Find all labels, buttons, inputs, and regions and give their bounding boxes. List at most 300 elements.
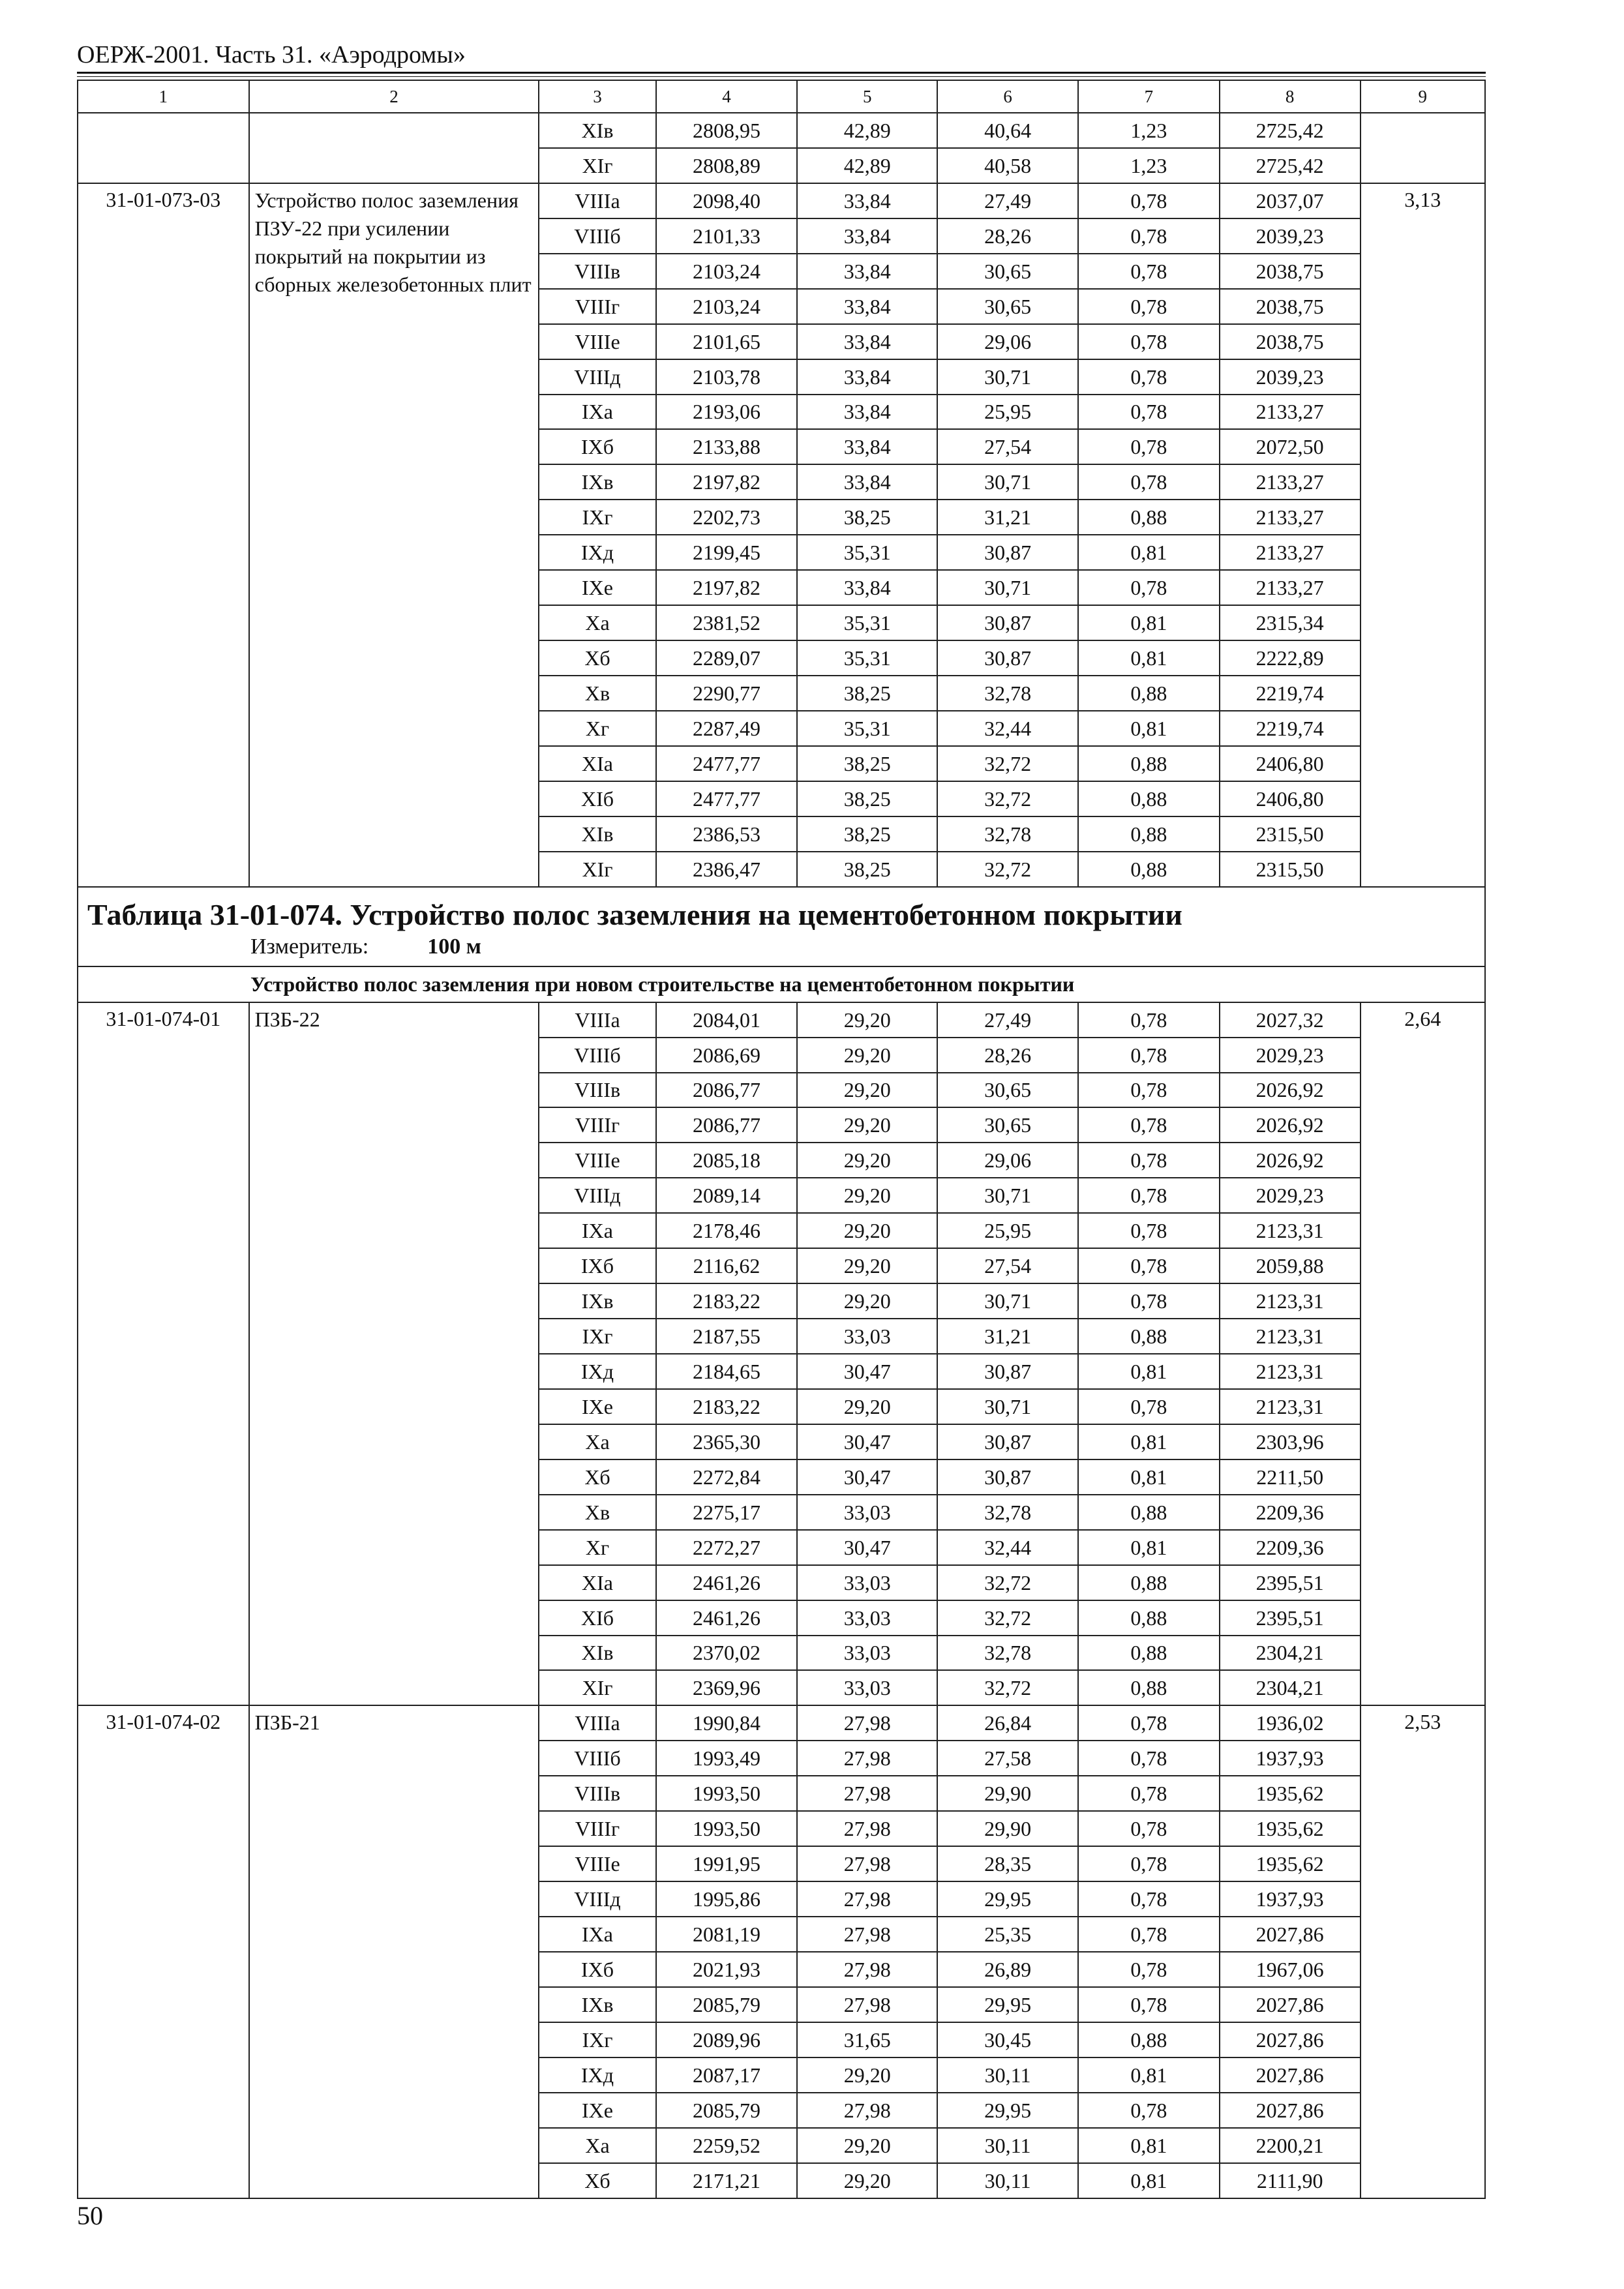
cost-value: 2089,14 [656, 1178, 798, 1213]
cost-value: 31,21 [937, 500, 1078, 535]
cost-value: 0,78 [1078, 1846, 1220, 1881]
cost-value: 32,72 [937, 1565, 1078, 1600]
cost-value: 2211,50 [1220, 1459, 1361, 1495]
cost-value: 32,44 [937, 711, 1078, 746]
cost-value: 30,87 [937, 605, 1078, 640]
cost-value: 2171,21 [656, 2163, 798, 2198]
climate-zone: Xг [539, 711, 655, 746]
column-number: 4 [656, 80, 798, 113]
cost-value: 0,88 [1078, 852, 1220, 887]
climate-zone: VIIIг [539, 1107, 655, 1143]
cost-value: 29,20 [797, 1107, 937, 1143]
cost-value: 30,65 [937, 254, 1078, 289]
cost-value: 29,20 [797, 1389, 937, 1424]
climate-zone: VIIIе [539, 1143, 655, 1178]
cost-value: 2038,75 [1220, 324, 1361, 359]
cost-value: 1935,62 [1220, 1776, 1361, 1811]
cost-value: 32,78 [937, 1495, 1078, 1530]
cost-value: 2085,79 [656, 1987, 798, 2022]
cost-value: 33,84 [797, 570, 937, 605]
cost-value: 29,20 [797, 2128, 937, 2163]
cost-value: 30,71 [937, 359, 1078, 395]
cost-value: 2365,30 [656, 1424, 798, 1459]
climate-zone: IXд [539, 2057, 655, 2093]
cost-value: 2219,74 [1220, 711, 1361, 746]
cost-value: 40,58 [937, 148, 1078, 183]
cost-value: 0,78 [1078, 1987, 1220, 2022]
climate-zone: IXб [539, 1952, 655, 1987]
climate-zone: Xб [539, 640, 655, 676]
cost-value: 2808,95 [656, 113, 798, 148]
cost-value: 29,20 [797, 1213, 937, 1248]
rate-code: 31-01-073-03 [78, 183, 249, 887]
cost-value: 2103,24 [656, 289, 798, 324]
cost-value: 2098,40 [656, 183, 798, 218]
cost-value: 2290,77 [656, 676, 798, 711]
cost-value: 2386,47 [656, 852, 798, 887]
cost-value: 2059,88 [1220, 1248, 1361, 1283]
cost-value: 32,72 [937, 1670, 1078, 1705]
cost-value: 1935,62 [1220, 1811, 1361, 1846]
cost-value: 0,78 [1078, 429, 1220, 464]
cost-value: 2027,86 [1220, 1917, 1361, 1952]
climate-zone: VIIIг [539, 289, 655, 324]
climate-zone: VIIIе [539, 324, 655, 359]
cost-value: 30,11 [937, 2163, 1078, 2198]
cost-value: 2275,17 [656, 1495, 798, 1530]
table-row [78, 113, 1485, 148]
cost-value: 38,25 [797, 816, 937, 852]
climate-zone: IXг [539, 1319, 655, 1354]
cost-value: 28,26 [937, 218, 1078, 254]
column-number: 3 [539, 80, 655, 113]
cost-value: 0,78 [1078, 1073, 1220, 1108]
cost-value: 2029,23 [1220, 1178, 1361, 1213]
cost-value: 2087,17 [656, 2057, 798, 2093]
cost-value: 2370,02 [656, 1636, 798, 1671]
climate-zone: VIIIг [539, 1811, 655, 1846]
cost-value: 0,78 [1078, 1213, 1220, 1248]
cost-value: 33,03 [797, 1495, 937, 1530]
cost-value: 31,65 [797, 2022, 937, 2057]
cost-value: 2021,93 [656, 1952, 798, 1987]
cost-value: 30,71 [937, 1283, 1078, 1319]
cost-value: 32,72 [937, 746, 1078, 781]
unit-label: Измеритель: [250, 934, 369, 959]
cost-value: 2381,52 [656, 605, 798, 640]
cost-value: 2395,51 [1220, 1565, 1361, 1600]
cost-value: 2199,45 [656, 535, 798, 570]
cost-value: 33,03 [797, 1319, 937, 1354]
cost-value: 35,31 [797, 711, 937, 746]
cost-value: 2477,77 [656, 746, 798, 781]
cost-value: 2133,27 [1220, 570, 1361, 605]
cost-value: 2219,74 [1220, 676, 1361, 711]
cost-value: 2133,27 [1220, 535, 1361, 570]
cost-value: 2123,31 [1220, 1319, 1361, 1354]
cost-value: 0,78 [1078, 1107, 1220, 1143]
cost-value: 32,78 [937, 676, 1078, 711]
cost-value: 29,95 [937, 1987, 1078, 2022]
cost-value: 2184,65 [656, 1354, 798, 1389]
cost-value: 30,71 [937, 570, 1078, 605]
climate-zone: IXа [539, 1917, 655, 1952]
cost-value: 2085,18 [656, 1143, 798, 1178]
cost-value: 0,88 [1078, 781, 1220, 816]
cost-value: 26,89 [937, 1952, 1078, 1987]
cost-value: 33,84 [797, 359, 937, 395]
rate-code: 31-01-074-02 [78, 1705, 249, 2198]
cost-value: 2304,21 [1220, 1636, 1361, 1671]
cost-value: 27,49 [937, 183, 1078, 218]
cost-value: 2123,31 [1220, 1283, 1361, 1319]
climate-zone: VIIIд [539, 359, 655, 395]
table-body [78, 80, 1485, 2198]
page-number: 50 [77, 2201, 103, 2230]
cost-value: 27,98 [797, 1952, 937, 1987]
climate-zone: XIа [539, 1565, 655, 1600]
cost-value: 28,26 [937, 1038, 1078, 1073]
climate-zone: IXв [539, 464, 655, 500]
cost-value: 0,78 [1078, 254, 1220, 289]
cost-value: 2272,27 [656, 1530, 798, 1565]
cost-value: 2222,89 [1220, 640, 1361, 676]
cost-value: 35,31 [797, 605, 937, 640]
cost-value: 0,88 [1078, 2022, 1220, 2057]
cost-value: 0,81 [1078, 640, 1220, 676]
cost-value: 0,88 [1078, 816, 1220, 852]
cost-value: 38,25 [797, 500, 937, 535]
cost-value: 2304,21 [1220, 1670, 1361, 1705]
climate-zone: Xа [539, 1424, 655, 1459]
climate-zone: Xб [539, 1459, 655, 1495]
cost-value: 30,87 [937, 640, 1078, 676]
climate-zone: VIIIа [539, 183, 655, 218]
cost-value: 33,03 [797, 1565, 937, 1600]
cost-value: 30,47 [797, 1354, 937, 1389]
table-row [78, 183, 1485, 218]
cost-value: 27,98 [797, 1881, 937, 1917]
climate-zone: IXв [539, 1283, 655, 1319]
cost-value: 27,98 [797, 1811, 937, 1846]
cost-value: 33,84 [797, 464, 937, 500]
table-title: Таблица 31-01-074. Устройство полос заземления на цементобетонном покрытии [87, 897, 1182, 931]
cost-value: 2038,75 [1220, 254, 1361, 289]
cost-value: 0,78 [1078, 2093, 1220, 2128]
cost-value: 35,31 [797, 535, 937, 570]
cost-value: 29,20 [797, 1073, 937, 1108]
climate-zone: VIIIв [539, 1776, 655, 1811]
cost-value: 0,78 [1078, 1002, 1220, 1038]
column-number: 2 [249, 80, 539, 113]
column-number-row [78, 80, 1485, 113]
cost-value: 30,87 [937, 535, 1078, 570]
cost-value: 29,06 [937, 1143, 1078, 1178]
cost-value: 29,90 [937, 1776, 1078, 1811]
cost-value: 2081,19 [656, 1917, 798, 1952]
cost-value: 27,98 [797, 1741, 937, 1776]
cost-value: 2133,88 [656, 429, 798, 464]
climate-zone: Xв [539, 676, 655, 711]
cost-value: 1993,50 [656, 1776, 798, 1811]
climate-zone: XIв [539, 816, 655, 852]
cost-value: 29,95 [937, 2093, 1078, 2128]
cost-value: 0,78 [1078, 183, 1220, 218]
cost-value: 1993,49 [656, 1741, 798, 1776]
cost-value: 29,20 [797, 1143, 937, 1178]
cost-value: 1,23 [1078, 148, 1220, 183]
cost-value: 32,72 [937, 781, 1078, 816]
climate-zone: IXа [539, 1213, 655, 1248]
cost-value: 0,88 [1078, 1495, 1220, 1530]
labor-norm: 3,13 [1361, 183, 1485, 887]
climate-zone: XIв [539, 1636, 655, 1671]
cost-value: 30,11 [937, 2128, 1078, 2163]
climate-zone: XIб [539, 781, 655, 816]
cost-value: 2072,50 [1220, 429, 1361, 464]
cost-value: 2272,84 [656, 1459, 798, 1495]
cost-value: 0,78 [1078, 1705, 1220, 1741]
cost-value: 27,49 [937, 1002, 1078, 1038]
rate-code: 31-01-074-01 [78, 1002, 249, 1706]
table-title-cell [78, 887, 1485, 966]
cost-value: 2026,92 [1220, 1143, 1361, 1178]
section-row [78, 966, 1485, 1002]
climate-zone: Xа [539, 605, 655, 640]
climate-zone: VIIIв [539, 1073, 655, 1108]
cost-value: 32,78 [937, 1636, 1078, 1671]
cost-value: 2026,92 [1220, 1073, 1361, 1108]
cost-value: 0,81 [1078, 1424, 1220, 1459]
cost-value: 0,81 [1078, 711, 1220, 746]
cost-value: 0,81 [1078, 2057, 1220, 2093]
cost-value: 0,78 [1078, 464, 1220, 500]
cost-value: 30,65 [937, 1073, 1078, 1108]
climate-zone: XIв [539, 113, 655, 148]
cost-value: 0,88 [1078, 676, 1220, 711]
column-number: 8 [1220, 80, 1361, 113]
cost-value: 0,88 [1078, 746, 1220, 781]
cost-value: 0,78 [1078, 1811, 1220, 1846]
table-row [78, 1705, 1485, 1741]
cost-value: 27,98 [797, 1987, 937, 2022]
rate-description [249, 113, 539, 183]
cost-value: 2101,33 [656, 218, 798, 254]
header-rule [77, 72, 1486, 74]
climate-zone: VIIIб [539, 218, 655, 254]
cost-value: 30,65 [937, 289, 1078, 324]
cost-value: 32,72 [937, 852, 1078, 887]
cost-value: 2029,23 [1220, 1038, 1361, 1073]
cost-value: 2406,80 [1220, 746, 1361, 781]
cost-value: 32,78 [937, 816, 1078, 852]
cost-value: 0,78 [1078, 1952, 1220, 1987]
climate-zone: IXб [539, 429, 655, 464]
cost-value: 38,25 [797, 746, 937, 781]
cost-value: 2026,92 [1220, 1107, 1361, 1143]
cost-value: 0,81 [1078, 2128, 1220, 2163]
cost-value: 1967,06 [1220, 1952, 1361, 1987]
cost-value: 2027,86 [1220, 2022, 1361, 2057]
cost-value: 29,20 [797, 2057, 937, 2093]
cost-value: 33,84 [797, 289, 937, 324]
cost-value: 2039,23 [1220, 359, 1361, 395]
cost-value: 2123,31 [1220, 1213, 1361, 1248]
cost-value: 1991,95 [656, 1846, 798, 1881]
rate-description: ПЗБ-22 [249, 1002, 539, 1706]
cost-value: 30,47 [797, 1424, 937, 1459]
cost-value: 40,64 [937, 113, 1078, 148]
cost-value: 33,03 [797, 1600, 937, 1636]
climate-zone: IXа [539, 395, 655, 430]
cost-value: 0,88 [1078, 1600, 1220, 1636]
cost-value: 27,54 [937, 1248, 1078, 1283]
labor-norm: 2,53 [1361, 1705, 1485, 2198]
cost-value: 2027,32 [1220, 1002, 1361, 1038]
cost-value: 2101,65 [656, 324, 798, 359]
cost-value: 25,95 [937, 1213, 1078, 1248]
cost-value: 2123,31 [1220, 1389, 1361, 1424]
cost-value: 0,78 [1078, 324, 1220, 359]
cost-value: 0,78 [1078, 1881, 1220, 1917]
cost-value: 2084,01 [656, 1002, 798, 1038]
climate-zone: VIIIб [539, 1741, 655, 1776]
cost-value: 35,31 [797, 640, 937, 676]
cost-value: 0,78 [1078, 1178, 1220, 1213]
cost-value: 2103,24 [656, 254, 798, 289]
climate-zone: IXв [539, 1987, 655, 2022]
climate-zone: VIIIд [539, 1881, 655, 1917]
cost-value: 29,90 [937, 1811, 1078, 1846]
cost-value: 29,20 [797, 1248, 937, 1283]
climate-zone: IXг [539, 2022, 655, 2057]
cost-value: 33,84 [797, 429, 937, 464]
cost-value: 2027,86 [1220, 1987, 1361, 2022]
cost-value: 29,95 [937, 1881, 1078, 1917]
cost-value: 30,65 [937, 1107, 1078, 1143]
climate-zone: Xб [539, 2163, 655, 2198]
header-rule-thin [77, 76, 1486, 77]
climate-zone: IXе [539, 1389, 655, 1424]
cost-value: 0,78 [1078, 218, 1220, 254]
cost-value: 26,84 [937, 1705, 1078, 1741]
cost-value: 2477,77 [656, 781, 798, 816]
cost-value: 2386,53 [656, 816, 798, 852]
cost-value: 0,78 [1078, 1741, 1220, 1776]
cost-value: 27,54 [937, 429, 1078, 464]
cost-value: 2209,36 [1220, 1530, 1361, 1565]
rates-table [77, 80, 1486, 2199]
cost-value: 2287,49 [656, 711, 798, 746]
section-heading: Устройство полос заземления при новом строительстве на цементобетонном покрытии [78, 966, 1485, 1002]
cost-value: 42,89 [797, 148, 937, 183]
cost-value: 0,78 [1078, 570, 1220, 605]
cost-value: 2085,79 [656, 2093, 798, 2128]
cost-value: 0,81 [1078, 605, 1220, 640]
cost-value: 2315,50 [1220, 816, 1361, 852]
cost-value: 1,23 [1078, 113, 1220, 148]
cost-value: 0,88 [1078, 1565, 1220, 1600]
cost-value: 0,78 [1078, 1917, 1220, 1952]
cost-value: 2133,27 [1220, 395, 1361, 430]
cost-value: 0,88 [1078, 1636, 1220, 1671]
cost-value: 2086,77 [656, 1107, 798, 1143]
cost-value: 0,78 [1078, 1776, 1220, 1811]
cost-value: 2178,46 [656, 1213, 798, 1248]
rate-description: ПЗБ-21 [249, 1705, 539, 2198]
cost-value: 27,98 [797, 1705, 937, 1741]
cost-value: 33,03 [797, 1636, 937, 1671]
cost-value: 2038,75 [1220, 289, 1361, 324]
cost-value: 0,78 [1078, 359, 1220, 395]
climate-zone: Xа [539, 2128, 655, 2163]
cost-value: 2315,34 [1220, 605, 1361, 640]
climate-zone: VIIIд [539, 1178, 655, 1213]
cost-value: 0,81 [1078, 1354, 1220, 1389]
cost-value: 2039,23 [1220, 218, 1361, 254]
column-number: 1 [78, 80, 249, 113]
cost-value: 27,98 [797, 1917, 937, 1952]
column-number: 7 [1078, 80, 1220, 113]
labor-norm: 2,64 [1361, 1002, 1485, 1706]
cost-value: 0,81 [1078, 535, 1220, 570]
cost-value: 2123,31 [1220, 1354, 1361, 1389]
page-header: ОЕРЖ-2001. Часть 31. «Аэродромы» [77, 41, 466, 68]
cost-value: 2461,26 [656, 1600, 798, 1636]
cost-value: 0,78 [1078, 1283, 1220, 1319]
cost-value: 2111,90 [1220, 2163, 1361, 2198]
cost-value: 30,71 [937, 1389, 1078, 1424]
cost-value: 29,20 [797, 1283, 937, 1319]
labor-norm [1361, 113, 1485, 183]
cost-value: 2259,52 [656, 2128, 798, 2163]
cost-value: 2133,27 [1220, 500, 1361, 535]
table-row [78, 1002, 1485, 1038]
cost-value: 0,78 [1078, 1143, 1220, 1178]
cost-value: 30,45 [937, 2022, 1078, 2057]
cost-value: 2808,89 [656, 148, 798, 183]
cost-value: 0,78 [1078, 1038, 1220, 1073]
cost-value: 30,47 [797, 1459, 937, 1495]
cost-value: 29,20 [797, 2163, 937, 2198]
cost-value: 30,71 [937, 464, 1078, 500]
cost-value: 0,78 [1078, 289, 1220, 324]
climate-zone: Xг [539, 1530, 655, 1565]
cost-value: 38,25 [797, 781, 937, 816]
cost-value: 0,81 [1078, 2163, 1220, 2198]
cost-value: 33,84 [797, 218, 937, 254]
cost-value: 27,58 [937, 1741, 1078, 1776]
climate-zone: XIг [539, 148, 655, 183]
cost-value: 2133,27 [1220, 464, 1361, 500]
cost-value: 30,71 [937, 1178, 1078, 1213]
cost-value: 33,03 [797, 1670, 937, 1705]
climate-zone: VIIIб [539, 1038, 655, 1073]
cost-value: 2116,62 [656, 1248, 798, 1283]
cost-value: 2303,96 [1220, 1424, 1361, 1459]
cost-value: 0,88 [1078, 500, 1220, 535]
cost-value: 2202,73 [656, 500, 798, 535]
cost-value: 30,11 [937, 2057, 1078, 2093]
cost-value: 2461,26 [656, 1565, 798, 1600]
cost-value: 2197,82 [656, 464, 798, 500]
cost-value: 31,21 [937, 1319, 1078, 1354]
cost-value: 2725,42 [1220, 113, 1361, 148]
climate-zone: IXд [539, 535, 655, 570]
cost-value: 28,35 [937, 1846, 1078, 1881]
cost-value: 0,81 [1078, 1459, 1220, 1495]
cost-value: 33,84 [797, 395, 937, 430]
